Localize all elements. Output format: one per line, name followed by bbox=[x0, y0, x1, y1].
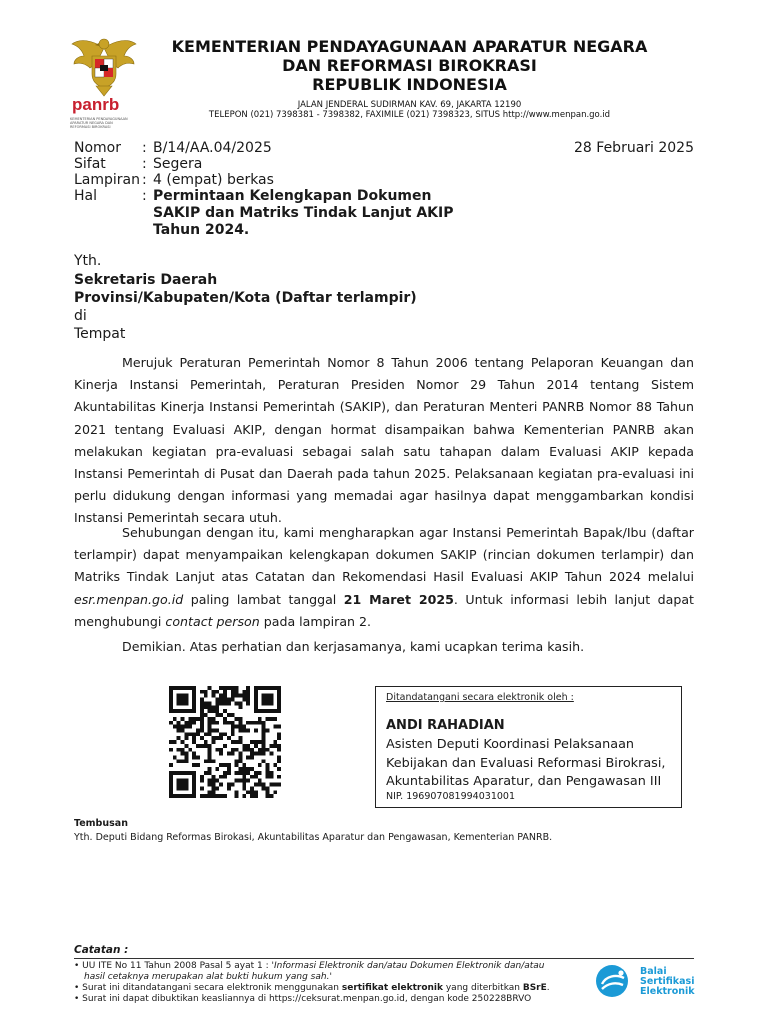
recipient-institution: Provinsi/Kabupaten/Kota (Daftar terlampir) bbox=[74, 290, 417, 306]
footer-note-1-cont: hasil cetaknya merupakan alat bukti hukum yang sah.' bbox=[84, 972, 332, 982]
recipient-place: Tempat bbox=[74, 326, 126, 342]
tembusan-heading: Tembusan bbox=[74, 818, 128, 829]
bsre-logo-icon bbox=[594, 964, 632, 998]
bsre-text-3: Elektronik bbox=[640, 986, 695, 997]
qr-code[interactable] bbox=[168, 686, 282, 798]
sifat-value: Segera bbox=[153, 156, 203, 172]
lampiran-label: Lampiran bbox=[74, 172, 141, 188]
submission-link[interactable]: esr.menpan.go.id bbox=[74, 591, 184, 607]
nomor-value: B/14/AA.04/2025 bbox=[153, 140, 272, 156]
hal-label: Hal bbox=[74, 188, 97, 204]
e-sign-note: Ditandatangani secara elektronik oleh : bbox=[386, 692, 574, 703]
footer-note-1: • UU ITE No 11 Tahun 2008 Pasal 5 ayat 1 : 'Informasi Elektronik dan/atau Dokumen Elektronik dan/atau bbox=[74, 961, 545, 971]
subject-line1: Permintaan Kelengkapan Dokumen bbox=[153, 188, 432, 204]
org-name-line3: REPUBLIK INDONESIA bbox=[312, 75, 507, 94]
svg-text:panrb: panrb bbox=[72, 95, 120, 114]
body-paragraph-3: Demikian. Atas perhatian dan kerjasamanya, kami ucapkan terima kasih. bbox=[122, 639, 585, 654]
signer-name: ANDI RAHADIAN bbox=[386, 718, 505, 733]
garuda-logo bbox=[70, 34, 138, 114]
lampiran-value: 4 (empat) berkas bbox=[153, 172, 274, 188]
address-line: JALAN JENDERAL SUDIRMAN KAV. 69, JAKARTA 12190 bbox=[297, 100, 522, 110]
logo-caption: KEMENTERIAN PENDAYAGUNAAN APARATUR NEGARA DAN REFORMASI BIROKRASI bbox=[70, 117, 128, 129]
salutation: Yth. bbox=[74, 253, 102, 269]
tembusan-item: Yth. Deputi Bidang Reformas Birokasi, Akuntabilitas Aparatur dan Pengawasan, Kementerian PANRB. bbox=[74, 832, 553, 843]
deadline-date: 21 Maret 2025 bbox=[343, 591, 454, 607]
colon: : bbox=[142, 172, 147, 188]
signer-position: Asisten Deputi Koordinasi Pelaksanaan Kebijakan dan Evaluasi Reformasi Birokrasi, Akuntabilitas Aparatur, dan Pengawasan III bbox=[386, 737, 666, 789]
colon: : bbox=[142, 188, 147, 204]
org-name-line2: DAN REFORMASI BIROKRASI bbox=[282, 56, 537, 75]
bsre-text-2: Sertifikasi bbox=[640, 976, 695, 987]
letter-date: 28 Februari 2025 bbox=[574, 140, 694, 156]
body-paragraph-2: Sehubungan dengan itu, kami mengharapkan agar Instansi Pemerintah Bapak/Ibu (daftar terlampir) dapat menyampaikan kelengkapan dokumen SAKIP (rincian dokumen terlampir) dan Matriks Tindak Lanjut atas Catatan dan Rekomendasi Hasil Evaluasi AKIP Tahun 2024 melalui esr.menpan.go.id paling lambat tanggal 21 Maret 2025. Untuk informasi lebih lanjut dapat menghubungi contact person pada lampiran 2. bbox=[74, 525, 694, 629]
colon: : bbox=[142, 140, 147, 156]
recipient-title: Sekretaris Daerah bbox=[74, 272, 218, 288]
nomor-label: Nomor bbox=[74, 140, 121, 156]
footer-divider bbox=[74, 958, 694, 959]
footer-heading: Catatan : bbox=[74, 944, 129, 956]
qr-modules bbox=[169, 686, 281, 798]
org-name-line1: KEMENTERIAN PENDAYAGUNAAN APARATUR NEGARA bbox=[171, 37, 648, 56]
signer-nip: NIP. 196907081994031001 bbox=[386, 791, 515, 802]
recipient-di: di bbox=[74, 308, 87, 324]
footer-note-2: • Surat ini ditandatangani secara elektronik menggunakan sertifikat elektronik yang diterbitkan BSrE. bbox=[74, 983, 550, 993]
body-paragraph-1: Merujuk Peraturan Pemerintah Nomor 8 Tahun 2006 tentang Pelaporan Keuangan dan Kinerja Instansi Pemerintah, Peraturan Presiden Nomor 29 Tahun 2014 tentang Sistem Akuntabilitas Kinerja Instansi Pemerintah (SAKIP), dan Peraturan Menteri PANRB Nomor 88 Tahun 2021 tentang Evaluasi AKIP, dengan hormat disampaikan bahwa Kementerian PANRB akan melakukan kegiatan pra-evaluasi sebagai salah satu tahapan dalam Evaluasi AKIP kepada Instansi Pemerintah di Pusat dan Daerah pada tahun 2025. Pelaksanaan kegiatan pra-evaluasi ini perlu didukung dengan informasi yang memadai agar hasilnya dapat menggambarkan kondisi Instansi Pemerintah secara utuh. bbox=[74, 355, 694, 526]
bsre-text-1: Balai bbox=[640, 966, 667, 977]
footer-note-3: • Surat ini dapat dibuktikan keasliannya di https://ceksurat.menpan.go.id, dengan kode 250228BRVO bbox=[74, 994, 532, 1004]
contact-line: TELEPON (021) 7398381 - 7398382, FAXIMILE (021) 7398323, SITUS http://www.menpan.go.id bbox=[208, 110, 611, 120]
sifat-label: Sifat bbox=[74, 156, 106, 172]
subject-line2: SAKIP dan Matriks Tindak Lanjut AKIP bbox=[153, 205, 454, 221]
colon: : bbox=[142, 156, 147, 172]
subject-line3: Tahun 2024. bbox=[153, 222, 250, 238]
